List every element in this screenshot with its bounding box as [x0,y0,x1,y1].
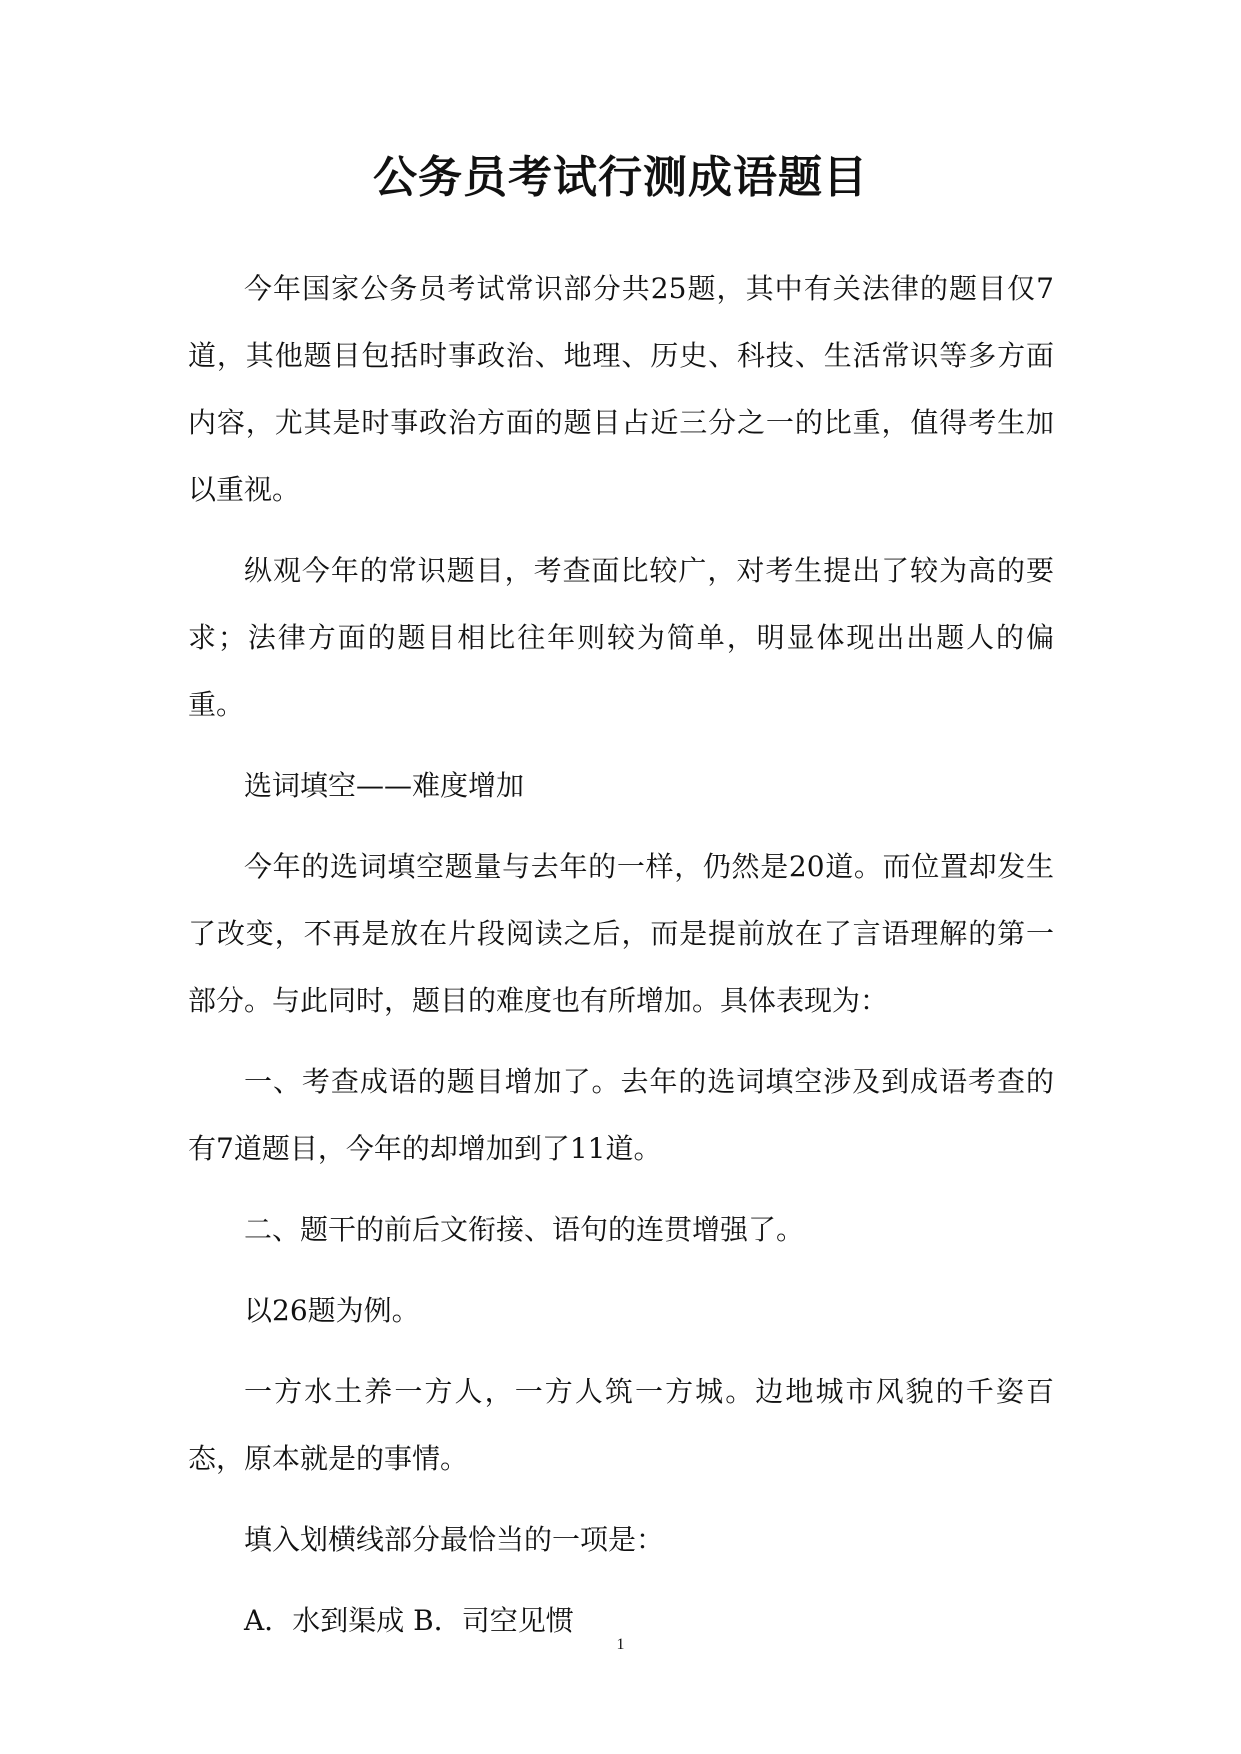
paragraph-question-stem: 一方水土养一方人，一方人筑一方城。边地城市风貌的千姿百态，原本就是的事情。 [188,1375,1054,1475]
document-body [188,255,1054,1668]
section-heading: 选词填空——难度增加 [244,769,525,802]
paragraph-point-one: 一、考查成语的题目增加了。去年的选词填空涉及到成语考查的有7道题目，今年的却增加到了11道。 [188,1065,1054,1165]
document-title: 公务员考试行测成语题目 [373,152,868,203]
paragraph-example: 以26题为例。 [244,1294,420,1327]
paragraph-intro: 今年国家公务员考试常识部分共25题，其中有关法律的题目仅7道，其他题目包括时事政治、地理、历史、科技、生活常识等多方面内容，尤其是时事政治方面的题目占近三分之一的比重，值得考生加以重视。 [188,272,1054,506]
page-number: 1 [616,1636,625,1653]
paragraph-overview: 纵观今年的常识题目，考查面比较广，对考生提出了较为高的要求；法律方面的题目相比往年则较为简单，明显体现出出题人的偏重。 [188,554,1054,721]
paragraph-instruction: 填入划横线部分最恰当的一项是： [244,1523,665,1556]
paragraph-point-two: 二、题干的前后文衔接、语句的连贯增强了。 [244,1213,805,1246]
paragraph-options: A．水到渠成 B．司空见惯 [244,1604,574,1637]
paragraph-fill-in: 今年的选词填空题量与去年的一样，仍然是20道。而位置却发生了改变，不再是放在片段阅读之后，而是提前放在了言语理解的第一部分。与此同时，题目的难度也有所增加。具体表现为： [188,850,1054,1017]
